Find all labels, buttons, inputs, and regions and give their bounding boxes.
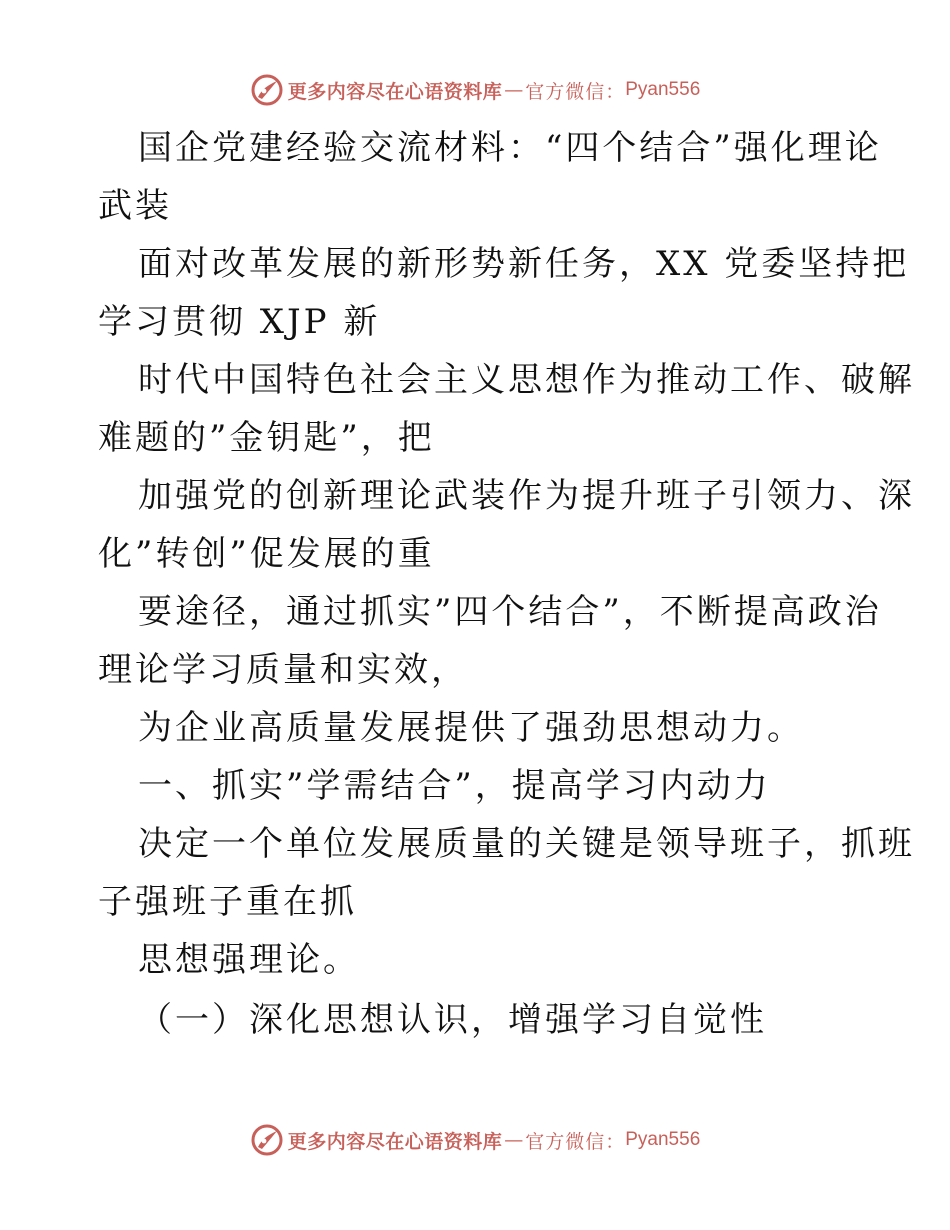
footer-banner xyxy=(0,1120,950,1160)
header-banner xyxy=(0,70,950,110)
banner-wechat-label: 官方微信： xyxy=(525,1130,626,1153)
subsection-heading: （一）深化思想认识，增强学习自觉性 xyxy=(138,1000,767,1040)
paragraph-line: 理论学习质量和实效， xyxy=(98,650,468,690)
section-heading: 一、抓实”学需结合”，提高学习内动力 xyxy=(138,766,771,806)
paragraph-line: 面对改革发展的新形势新任务，XX 党委坚持把 xyxy=(138,244,910,284)
paragraph-line: 化”转创”促发展的重 xyxy=(98,534,435,574)
banner-main-text: 更多内容尽在心语资料库 xyxy=(287,1130,503,1153)
paragraph-line: 决定一个单位发展质量的关键是领导班子，抓班 xyxy=(138,824,915,864)
paragraph-line: 时代中国特色社会主义思想作为推动工作、破解 xyxy=(138,360,915,400)
paragraph-line: 难题的”金钥匙”，把 xyxy=(98,418,435,458)
banner-dash: — xyxy=(504,79,524,101)
banner-wechat-id: Pyan556 xyxy=(625,1129,701,1150)
paragraph-line: 子强班子重在抓 xyxy=(98,882,357,922)
paragraph-line: 学习贯彻 XJP 新 xyxy=(98,302,381,342)
pen-logo-icon xyxy=(250,1123,284,1157)
document-title-line-1: 国企党建经验交流材料：“四个结合”强化理论 xyxy=(138,128,882,168)
pen-logo-icon xyxy=(250,73,284,107)
paragraph-line: 为企业高质量发展提供了强劲思想动力。 xyxy=(138,708,804,748)
banner-dash: — xyxy=(504,1129,524,1151)
document-title-line-2: 武装 xyxy=(98,186,172,226)
paragraph-line: 加强党的创新理论武装作为提升班子引领力、深 xyxy=(138,476,915,516)
banner-wechat-id: Pyan556 xyxy=(625,79,701,100)
paragraph-line: 思想强理论。 xyxy=(138,940,360,980)
banner-main-text: 更多内容尽在心语资料库 xyxy=(287,80,503,103)
paragraph-line: 要途径，通过抓实”四个结合”，不断提高政治 xyxy=(138,592,882,632)
banner-wechat-label: 官方微信： xyxy=(525,80,626,103)
